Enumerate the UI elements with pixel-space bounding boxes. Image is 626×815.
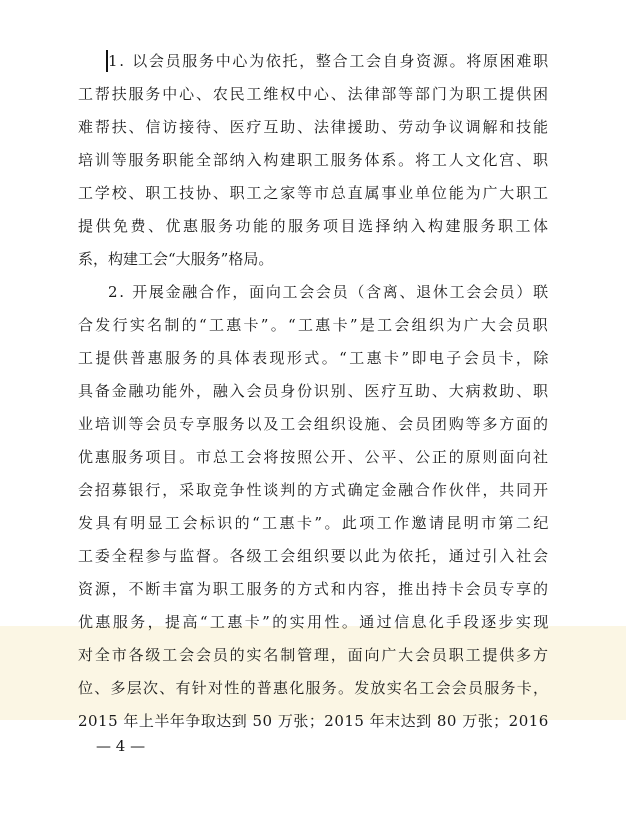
page-number: — 4 —	[96, 737, 146, 755]
paragraph2-line: 优惠服务，提高“工惠卡”的实用性。通过信息化手段逐步实现	[78, 613, 551, 631]
paragraph2-line: 业培训等会员专享服务以及工会组织设施、会员团购等多方面的	[78, 415, 550, 433]
paragraph1-line: 工帮扶服务中心、农民工维权中心、法律部等部门为职工提供困	[78, 85, 550, 103]
paragraph2-line: 具备金融功能外，融入会员身份识别、医疗互助、大病救助、职	[78, 382, 550, 400]
paragraph2-line: 2015 年上半年争取达到 50 万张；2015 年末达到 80 万张；2016	[78, 712, 549, 730]
paragraph2-line: 工提供普惠服务的具体表现形式。“工惠卡”即电子会员卡，除	[78, 349, 551, 367]
paragraph2-line: 位、多层次、有针对性的普惠化服务。发放实名工会会员服务卡，	[78, 679, 550, 697]
paragraph1-line: 难帮扶、信访接待、医疗互助、法律援助、劳动争议调解和技能	[78, 118, 550, 136]
paragraph2-line: 会招募银行，采取竞争性谈判的方式确定金融合作伙伴，共同开	[78, 481, 550, 499]
paragraph1-line: 系，构建工会“大服务”格局。	[78, 250, 274, 268]
paragraph2-line: 对全市各级工会会员的实名制管理，面向广大会员职工提供多方	[78, 646, 550, 664]
paragraph2-line: 工委全程参与监督。各级工会组织要以此为依托，通过引入社会	[78, 547, 550, 565]
paragraph1-line: 提供免费、优惠服务功能的服务项目选择纳入构建服务职工体	[78, 217, 551, 235]
paragraph2-line: 资源，不断丰富为职工服务的方式和内容，推出持卡会员专享的	[78, 580, 550, 598]
paragraph2-line: 发具有明显工会标识的“工惠卡”。此项工作邀请昆明市第二纪	[78, 514, 551, 532]
paragraph1-line: 工学校、职工技协、职工之家等市总直属事业单位能为广大职工	[78, 184, 550, 202]
paragraph1-line: 培训等服务职能全部纳入构建职工服务体系。将工人文化宫、职	[78, 151, 550, 169]
paragraph2-line: 合发行实名制的“工惠卡”。“工惠卡”是工会组织为广大会员职	[78, 316, 550, 334]
highlight-band	[0, 626, 626, 720]
paragraph2-line: 优惠服务项目。市总工会将按照公开、公平、公正的原则面向社	[78, 448, 550, 466]
paragraph2-line: 2. 开展金融合作，面向工会会员（含离、退休工会会员）联	[108, 283, 550, 301]
paragraph1-line: 1. 以会员服务中心为依托，整合工会自身资源。将原困难职	[108, 52, 550, 70]
